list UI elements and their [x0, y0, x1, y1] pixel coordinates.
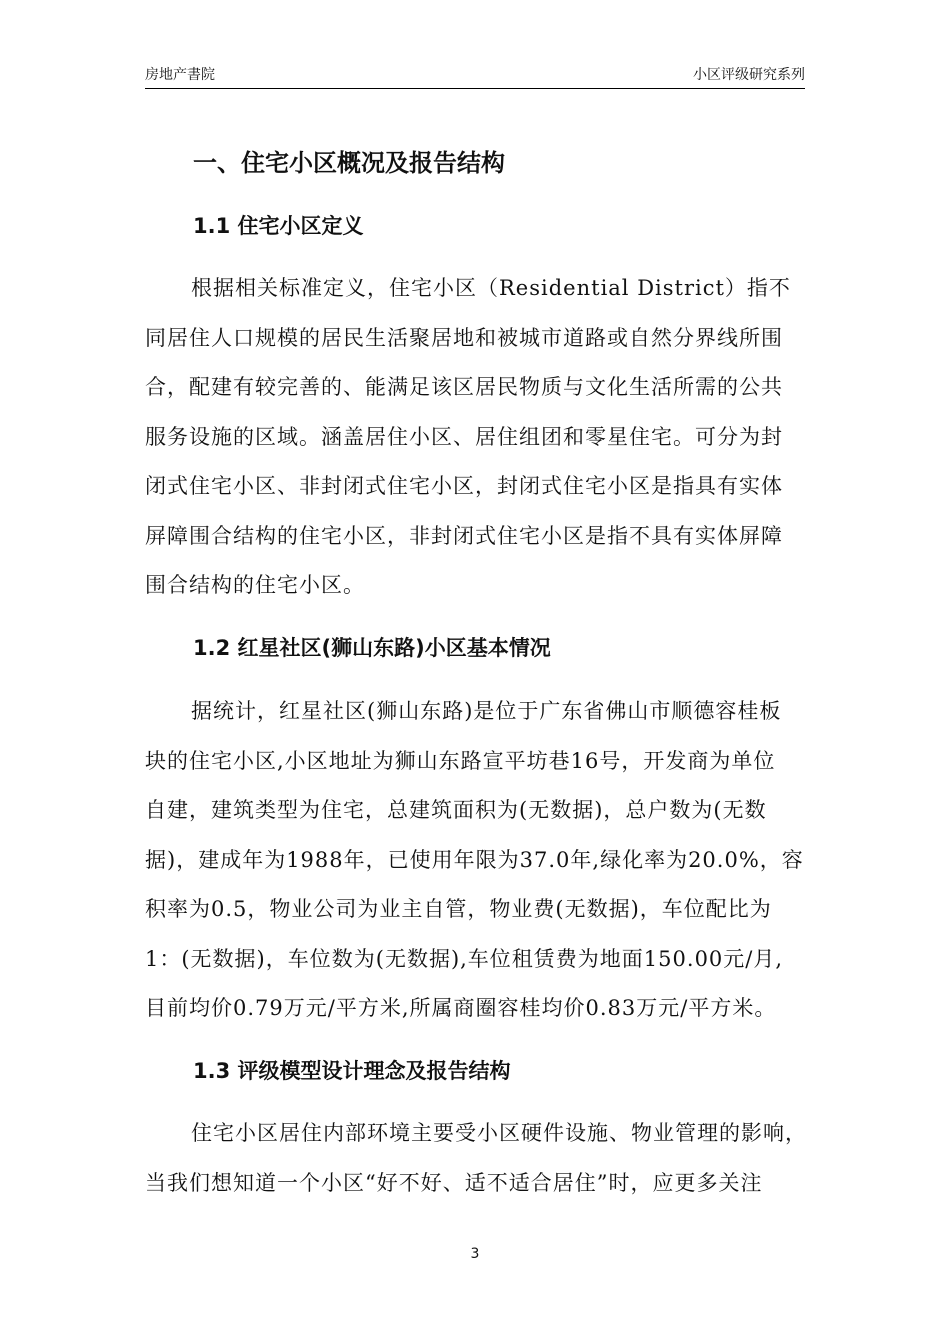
subsection-heading-1-1: 1.1 住宅小区定义: [193, 214, 364, 238]
subsection-heading-1-2: 1.2 红星社区(狮山东路)小区基本情况: [193, 636, 551, 660]
paragraph-line: 当我们想知道一个小区“好不好、适不适合居住”时，应更多关注: [145, 1170, 763, 1195]
paragraph-line: 合，配建有较完善的、能满足该区居民物质与文化生活所需的公共: [145, 375, 783, 399]
paragraph-line: 据统计，红星社区(狮山东路)是位于广东省佛山市顺德容桂板: [191, 699, 782, 723]
paragraph-line: 目前均价0.79万元/平方米,所属商圈容桂均价0.83万元/平方米。: [145, 996, 777, 1020]
page-header: [145, 64, 805, 86]
paragraph-line: 块的住宅小区,小区地址为狮山东路宣平坊巷16号，开发商为单位: [145, 748, 776, 773]
page-number: 3: [470, 1246, 480, 1262]
paragraph-community-overview: [145, 687, 811, 1034]
section-title: 一、住宅小区概况及报告结构: [193, 149, 505, 177]
paragraph-line: 闭式住宅小区、非封闭式住宅小区，封闭式住宅小区是指具有实体: [145, 474, 783, 498]
paragraph-rating-model: [145, 1109, 811, 1208]
paragraph-residential-definition: [145, 264, 811, 611]
paragraph-line: 据)，建成年为1988年，已使用年限为37.0年,绿化率为20.0%，容: [145, 847, 804, 872]
paragraph-line: 服务设施的区域。涵盖居住小区、居住组团和零星住宅。可分为封: [145, 424, 783, 449]
paragraph-line: 1：(无数据)，车位数为(无数据),车位租赁费为地面150.00元/月,: [145, 946, 784, 971]
header-publisher: 房地产書院: [145, 67, 215, 83]
paragraph-line: 积率为0.5，物业公司为业主自管，物业费(无数据)，车位配比为: [145, 897, 772, 921]
subsection-heading-1-3: 1.3 评级模型设计理念及报告结构: [193, 1059, 511, 1083]
paragraph-line: 围合结构的住宅小区。: [145, 573, 365, 597]
paragraph-line: 同居住人口规模的居民生活聚居地和被城市道路或自然分界线所围: [145, 325, 783, 350]
paragraph-line: 自建，建筑类型为住宅，总建筑面积为(无数据)，总户数为(无数: [145, 798, 767, 822]
header-divider: [145, 88, 805, 89]
paragraph-line: 根据相关标准定义，住宅小区（Residential District）指不: [191, 276, 791, 300]
paragraph-line: 住宅小区居住内部环境主要受小区硬件设施、物业管理的影响，: [191, 1121, 807, 1145]
paragraph-line: 屏障围合结构的住宅小区，非封闭式住宅小区是指不具有实体屏障: [145, 523, 783, 548]
header-series-title: 小区评级研究系列: [693, 67, 805, 83]
